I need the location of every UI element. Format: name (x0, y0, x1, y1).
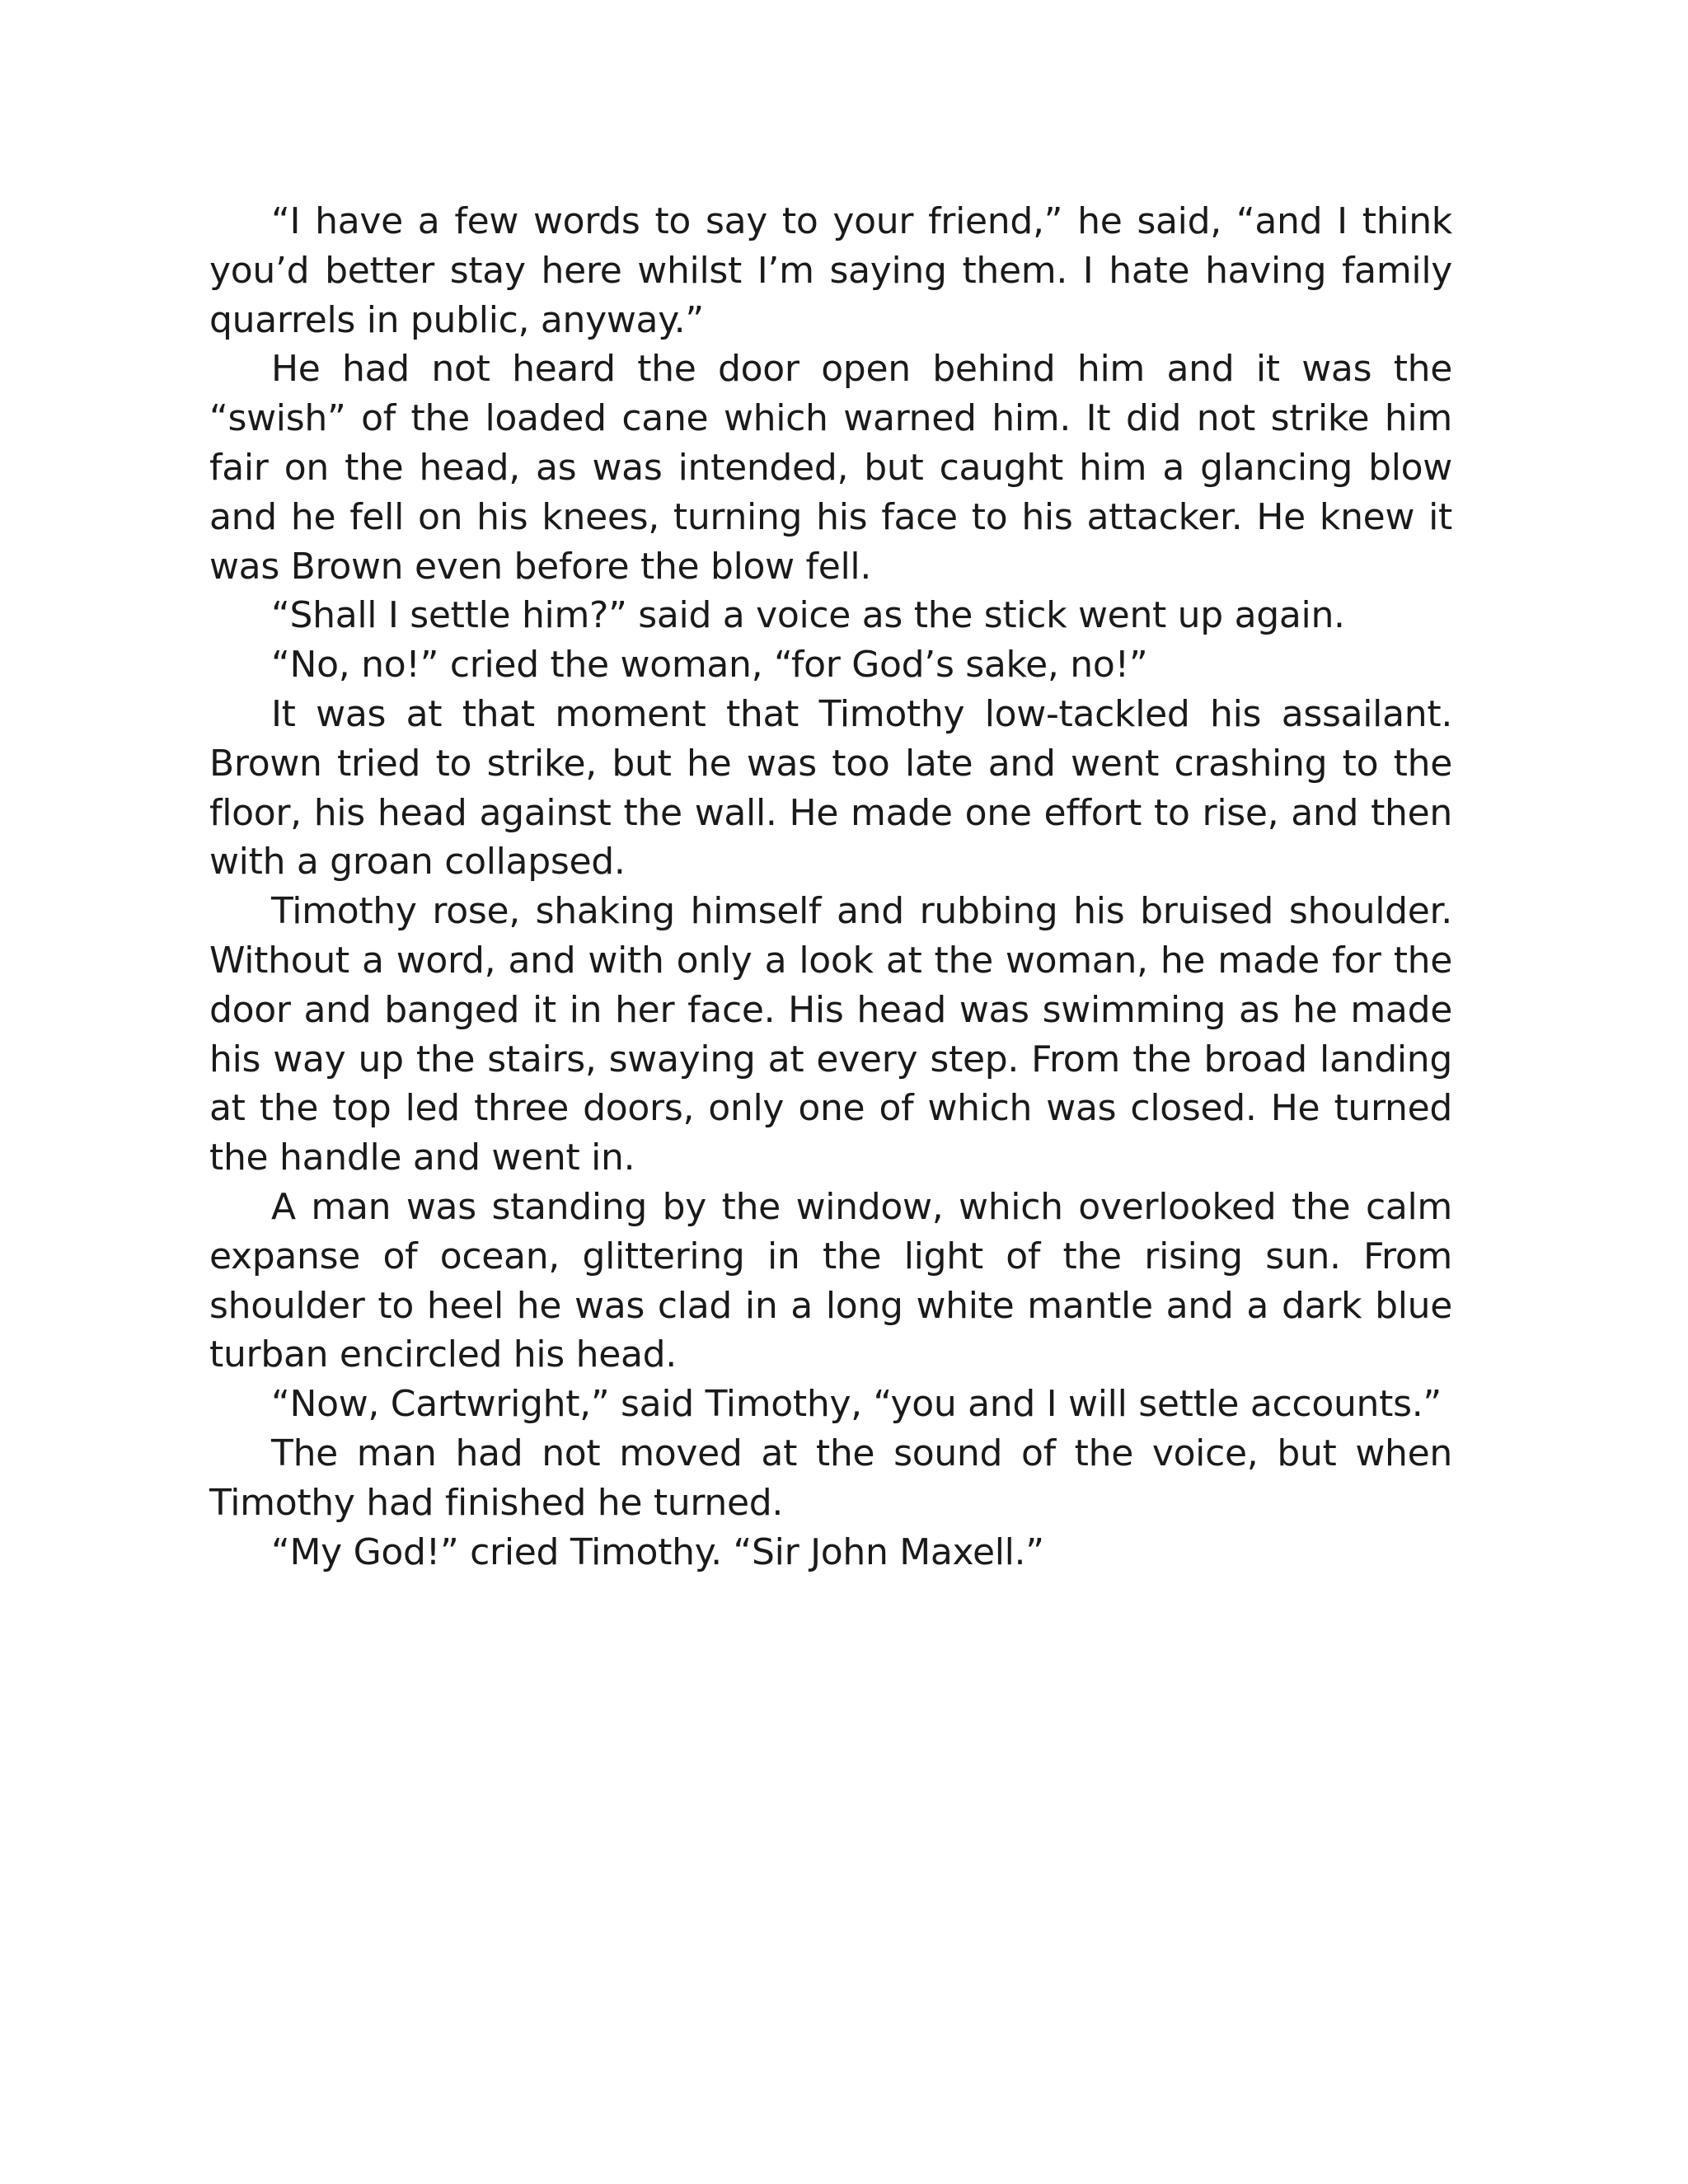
paragraph: Timothy rose, shaking himself and rubbing his bruised shoulder. Without a word, and with only a look at the woman, he made for the door and banged it in her face. His head was swimming as he made his way up the stairs, swaying at every step. From the broad landing at the top led three doors, only one of which was closed. He turned the handle and went in. (209, 890, 1452, 1179)
paragraph: It was at that moment that Timothy low-tackled his assailant. Brown tried to strike, but he was too late and went crashing to the floor, his head against the wall. He made one effort to rise, and then with a groan collapsed. (209, 692, 1452, 883)
paragraph: “Shall I settle him?” said a voice as the stick went up again. (271, 594, 1345, 637)
paragraph: A man was standing by the window, which overlooked the calm expanse of ocean, glittering in the light of the rising sun. From shoulder to heel he was clad in a long white mantle and a dark blue turban encircled his head. (209, 1185, 1452, 1376)
body-text (209, 197, 1452, 1577)
paragraph: “My God!” cried Timothy. “Sir John Maxell.” (271, 1530, 1044, 1573)
paragraph: “I have a few words to say to your friend,” he said, “and I think you’d better stay here whilst I’m saying them. I hate having family quarrels in public, anyway.” (209, 200, 1452, 341)
paragraph: The man had not moved at the sound of the voice, but when Timothy had finished he turned. (209, 1432, 1452, 1524)
paragraph: “No, no!” cried the woman, “for God’s sake, no!” (271, 644, 1148, 687)
paragraph: He had not heard the door open behind him and it was the “swish” of the loaded cane which warned him. It did not strike him fair on the head, as was intended, but caught him a glancing blow and he fell on his knees, turning his face to his attacker. He knew it was Brown even before the blow fell. (209, 348, 1452, 588)
paragraph: “Now, Cartwright,” said Timothy, “you and I will settle accounts.” (271, 1383, 1442, 1426)
